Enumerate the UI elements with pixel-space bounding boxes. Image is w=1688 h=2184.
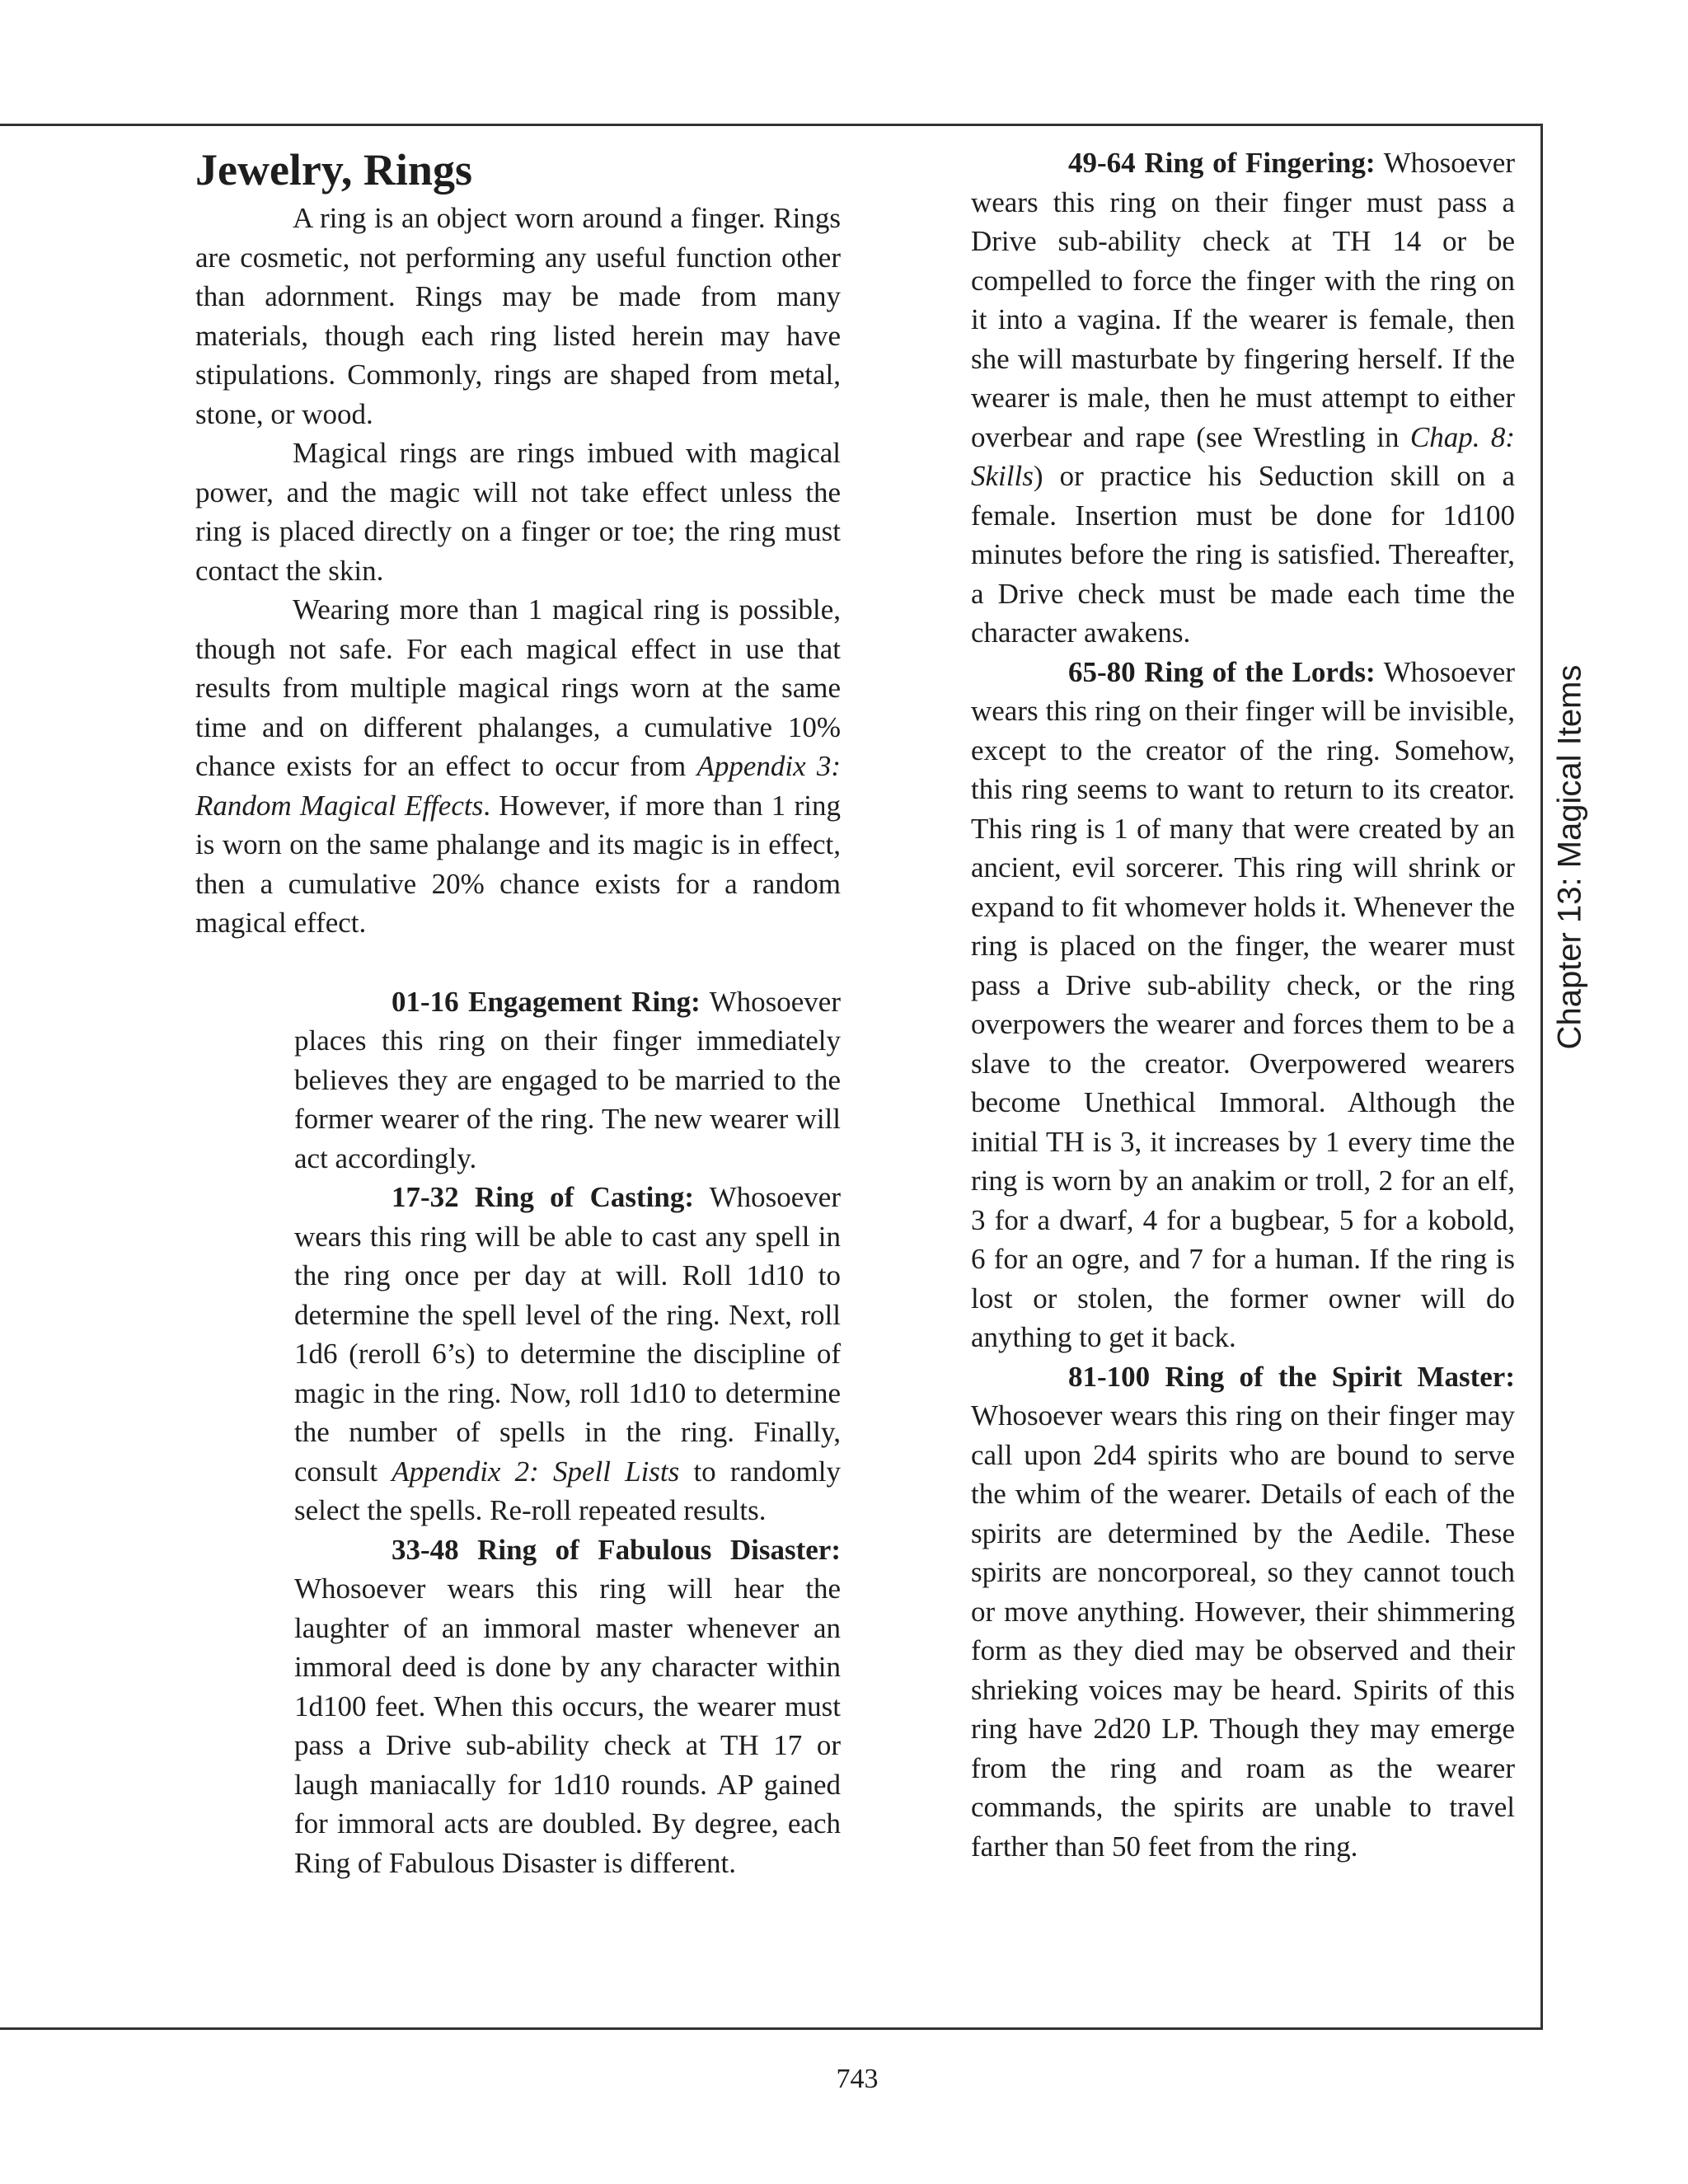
frame-right-rule (1540, 124, 1543, 2030)
frame-bottom-rule (0, 2027, 1543, 2030)
entry-ring-of-the-spirit-master: 81-100 Ring of the Spirit Master: Whosoever wears this ring on their finger may call upon 2d4 spirits who are bound to serve the whim of the wearer. Details of each of the spirits are determined by the Aedile. These spirits are noncorporeal, so they cannot touch or move anything. However, their shimmering form as they died may be observed and their shrieking voices may be heard. Spirits of this ring have 2d20 LP. Though they may emerge from the ring and roam as the wearer commands, the spirits are unable to travel farther than 50 feet from the ring. (971, 1360, 1515, 1863)
intro-paragraph-1: A ring is an object worn around a finger. Rings are cosmetic, not performing any useful function other than adornment. Rings may be made from many materials, though each ring listed herein may have stipulations. Commonly, rings are shaped from metal, stone, or wood. (195, 202, 841, 430)
entry-title: 65-80 Ring of the Lords: (1068, 655, 1376, 688)
right-column (971, 143, 1515, 1866)
entry-ring-of-the-lords: 65-80 Ring of the Lords: Whosoever wears this ring on their finger will be invisible, except to the creator of the ring. Somehow, this ring seems to want to return to its creator. This ring is 1 of many that were created by an ancient, evil sorcerer. This ring will shrink or expand to fit whomever holds it. Whenever the ring is placed on the finger, the wearer must pass a Drive sub-ability check, or the ring overpowers the wearer and forces them to be a slave to the creator. Overpowered wearers become Unethical Immoral. Although the initial TH is 3, it increases by 1 every time the ring is worn by an anakim or troll, 2 for an elf, 3 for a dwarf, 4 for a bugbear, 5 for a kobold, 6 for an ogre, and 7 for a human. If the ring is lost or stolen, the former owner will do anything to get it back. (971, 655, 1515, 1353)
entry-ring-of-fingering: 49-64 Ring of Fingering: Whosoever wears this ring on their finger must pass a Drive sub-ability check at TH 14 or be compelled to force the finger with the ring on it into a vagina. If the wearer is female, then she will masturbate by fingering herself. If the wearer is male, then he must attempt to either overbear and rape (see Wrestling in Chap. 8: Skills) or practice his Seduction skill on a female. Insertion must be done for 1d100 minutes before the ring is satisfied. Thereafter, a Drive check must be made each time the character awakens. (971, 147, 1515, 649)
entry-ring-of-casting: 17-32 Ring of Casting: Whosoever wears this ring will be able to cast any spell in the ring once per day at will. Roll 1d10 to determine the spell level of the ring. Next, roll 1d6 (reroll 6’s) to determine the discipline of magic in the ring. Now, roll 1d10 to determine the number of spells in the ring. Finally, consult Appendix 2: Spell Lists to randomly select the spells. Re-roll repeated results. (294, 1181, 841, 1526)
entry-ring-of-fabulous-disaster: 33-48 Ring of Fabulous Disaster: Whosoever wears this ring will hear the laughter of an immoral master whenever an immoral deed is done by any character within 1d100 feet. When this occurs, the wearer must pass a Drive sub-ability check at TH 17 or laugh maniacally for 1d10 rounds. AP gained for immoral acts are doubled. By degree, each Ring of Fabulous Disaster is different. (294, 1533, 841, 1879)
entry-title: 01-16 Engagement Ring: (392, 985, 701, 1018)
appendix-3-reference: Appendix 3: Random Magical Effects (195, 750, 841, 822)
chapter-8-reference: Chap. 8: Skills (971, 420, 1515, 492)
entry-title: 81-100 Ring of the Spirit Master: (1068, 1360, 1515, 1393)
page-number: 743 (836, 2064, 879, 2094)
section-heading: Jewelry, Rings (195, 145, 472, 194)
entry-title: 49-64 Ring of Fingering: (1068, 147, 1376, 179)
ring-entries-left (294, 982, 841, 1883)
frame-top-rule (0, 124, 1543, 126)
entry-engagement-ring: 01-16 Engagement Ring: Whosoever places this ring on their finger immediately believes they are engaged to be married to the former wearer of the ring. The new wearer will act accordingly. (294, 985, 841, 1174)
chapter-side-label: Chapter 13: Magical Items (1551, 664, 1588, 1050)
left-column (195, 144, 841, 1882)
entry-title: 33-48 Ring of Fabulous Disaster: (392, 1533, 841, 1566)
appendix-2-reference: Appendix 2: Spell Lists (392, 1455, 680, 1488)
entry-title: 17-32 Ring of Casting: (392, 1181, 694, 1213)
intro-paragraph-3: Wearing more than 1 magical ring is possible, though not safe. For each magical effect in use that results from multiple magical rings worn at the same time and on different phalanges, a cumulative 10% chance exists for an effect to occur from Appendix 3: Random Magical Effects. However, if more than 1 ring is worn on the same phalange and its magic is in effect, then a cumulative 20% chance exists for a random magical effect. (195, 593, 841, 939)
intro-paragraph-2: Magical rings are rings imbued with magical power, and the magic will not take effect unless the ring is placed directly on a finger or toe; the ring must contact the skin. (195, 437, 841, 587)
